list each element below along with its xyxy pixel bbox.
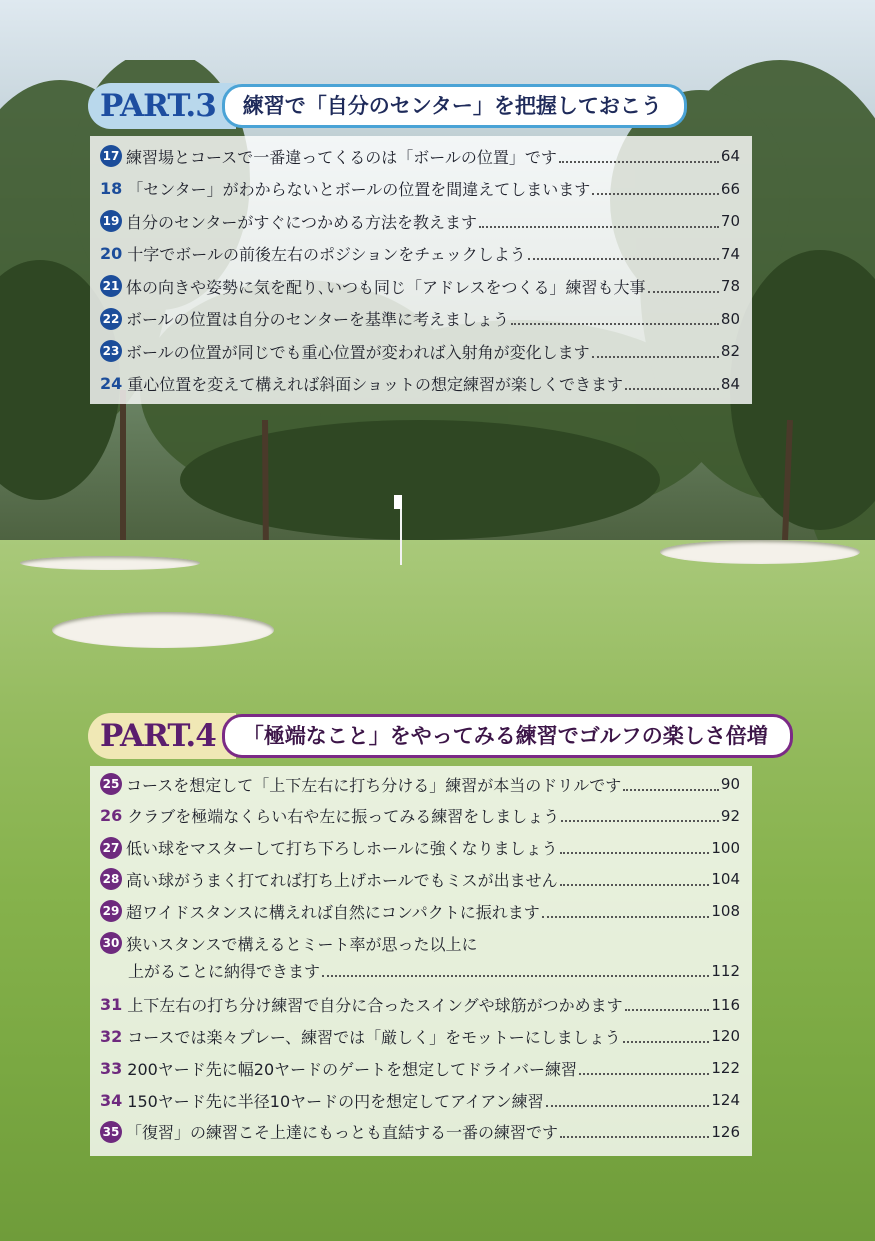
toc-item	[100, 991, 740, 1019]
chapter-number: 24	[100, 374, 123, 393]
toc-item	[100, 1054, 740, 1082]
page-number: 116	[711, 995, 740, 1014]
chapter-number-badge: 30	[100, 932, 122, 954]
dot-leader	[511, 322, 719, 325]
page-number: 126	[711, 1122, 740, 1141]
toc-item-text: 高い球がうまく打てれば打ち上げホールでもミスが出ません	[126, 870, 558, 890]
page-number: 92	[720, 806, 740, 825]
dot-leader	[560, 883, 710, 886]
chapter-number: 31	[100, 995, 123, 1015]
toc-item-text: 「復習」の練習こそ上達にもっとも直結する一番の練習です	[126, 1123, 559, 1143]
toc-item-text: 「センター」がわからないとボールの位置を間違えてしまいます	[127, 180, 591, 199]
part3-label: PART.3	[88, 83, 236, 129]
chapter-number: 32	[100, 1026, 123, 1046]
page-number: 112	[711, 961, 740, 980]
chapter-number: 34	[100, 1090, 123, 1110]
chapter-number-badge: 25	[100, 773, 122, 795]
page-number: 122	[711, 1059, 740, 1078]
page-number: 104	[711, 870, 740, 889]
toc-item-text: 重心位置を変えて構えれば斜面ショットの想定練習が楽しくできます	[127, 375, 623, 394]
chapter-number: 20	[100, 244, 123, 263]
bunker	[20, 556, 200, 570]
dot-leader	[546, 1104, 710, 1107]
toc-item-text: 自分のセンターがすぐにつかめる方法を教えます	[126, 212, 478, 232]
toc-item-continuation	[128, 957, 740, 985]
chapter-number-badge: 21	[100, 275, 122, 297]
dot-leader	[625, 1008, 710, 1011]
toc-item	[100, 305, 740, 333]
chapter-number: 26	[100, 806, 123, 826]
page-number: 66	[720, 179, 740, 198]
toc-item	[100, 1022, 740, 1050]
bunker	[660, 540, 860, 564]
toc-item	[100, 370, 740, 398]
page-number: 108	[711, 902, 740, 921]
part4-toc	[90, 766, 752, 1156]
toc-item-text: 体の向きや姿勢に気を配り､いつも同じ「アドレスをつくる」練習も大事	[126, 277, 646, 297]
page-number: 84	[720, 374, 740, 393]
toc-item-text: 200ヤード先に幅20ヤードのゲートを想定してドライバー練習	[127, 1059, 578, 1079]
toc-item	[100, 897, 740, 925]
toc-item-text-line2: 上がることに納得できます	[128, 962, 321, 982]
toc-item	[100, 142, 740, 170]
dot-leader	[542, 915, 710, 918]
page-number: 78	[720, 277, 740, 295]
toc-item-text: 十字でボールの前後左右のポジションをチェックしよう	[127, 245, 526, 264]
chapter-number-badge: 22	[100, 308, 122, 330]
dot-leader	[648, 290, 719, 293]
page-number: 82	[720, 342, 740, 360]
chapter-number-badge: 27	[100, 837, 122, 859]
page-number: 124	[711, 1091, 740, 1109]
dot-leader	[561, 819, 719, 822]
page-number: 120	[711, 1027, 740, 1046]
chapter-number-badge: 17	[100, 145, 122, 167]
dot-leader	[625, 387, 719, 390]
chapter-number-badge: 19	[100, 210, 122, 232]
toc-item-text: コースでは楽々プレー、練習では「厳しく」をモットーにしましょう	[127, 1027, 621, 1047]
toc-item-text: 低い球をマスターして打ち下ろしホールに強くなりましょう	[126, 839, 558, 859]
page-number: 74	[720, 244, 740, 263]
toc-item-text: 狭いスタンスで構えるとミート率が思った以上に	[126, 934, 478, 954]
dot-leader	[322, 974, 709, 977]
toc-item	[100, 175, 740, 203]
page-number: 64	[720, 147, 740, 165]
toc-item	[100, 240, 740, 268]
part3-title: 練習で「自分のセンター」を把握しておこう	[222, 84, 687, 128]
part4-header	[88, 713, 793, 759]
part4-label: PART.4	[88, 713, 236, 759]
chapter-number: 33	[100, 1058, 123, 1078]
dot-leader	[592, 355, 719, 358]
page-number: 80	[720, 309, 740, 328]
dot-leader	[560, 1135, 709, 1138]
chapter-number-badge: 29	[100, 900, 122, 922]
toc-item	[100, 834, 740, 862]
dot-leader	[528, 257, 719, 260]
chapter-number-badge: 35	[100, 1121, 122, 1143]
toc-item	[100, 929, 740, 957]
toc-item	[100, 865, 740, 893]
page-number: 70	[720, 212, 740, 230]
toc-item	[100, 1118, 740, 1146]
toc-item-text: 上下左右の打ち分け練習で自分に合ったスイングや球筋がつかめます	[127, 996, 623, 1016]
toc-item-text: クラブを極端なくらい右や左に振ってみる練習をしましょう	[127, 807, 560, 827]
toc-item-text: 150ヤード先に半径10ヤードの円を想定してアイアン練習	[127, 1091, 544, 1111]
toc-item	[100, 207, 740, 235]
chapter-number: 18	[100, 179, 123, 198]
part3-toc	[90, 136, 752, 404]
chapter-number-badge: 23	[100, 340, 122, 362]
page-number: 90	[720, 775, 740, 793]
flag	[394, 495, 402, 509]
dot-leader	[479, 225, 719, 228]
part4-title: 「極端なこと」をやってみる練習でゴルフの楽しさ倍増	[222, 714, 793, 758]
chapter-number-badge: 28	[100, 868, 122, 890]
toc-item-text: ボールの位置が同じでも重心位置が変われば入射角が変化します	[126, 342, 590, 362]
part3-header	[88, 83, 687, 129]
dot-leader	[592, 192, 719, 195]
toc-item	[100, 272, 740, 300]
dot-leader	[623, 1040, 710, 1043]
toc-item-text: 超ワイドスタンスに構えれば自然にコンパクトに振れます	[126, 902, 540, 922]
dot-leader	[560, 851, 710, 854]
dot-leader	[579, 1072, 709, 1075]
toc-item	[100, 337, 740, 365]
toc-item-text: コースを想定して「上下左右に打ち分ける」練習が本当のドリルです	[126, 775, 622, 795]
dot-leader	[559, 160, 719, 163]
toc-item	[100, 770, 740, 798]
page-number: 100	[711, 838, 740, 857]
bunker	[52, 612, 274, 648]
toc-item	[100, 1086, 740, 1114]
dot-leader	[623, 788, 719, 791]
toc-item-text: ボールの位置は自分のセンターを基準に考えましょう	[126, 310, 510, 329]
toc-item	[100, 802, 740, 830]
toc-item-text: 練習場とコースで一番違ってくるのは「ボールの位置」です	[126, 147, 557, 167]
